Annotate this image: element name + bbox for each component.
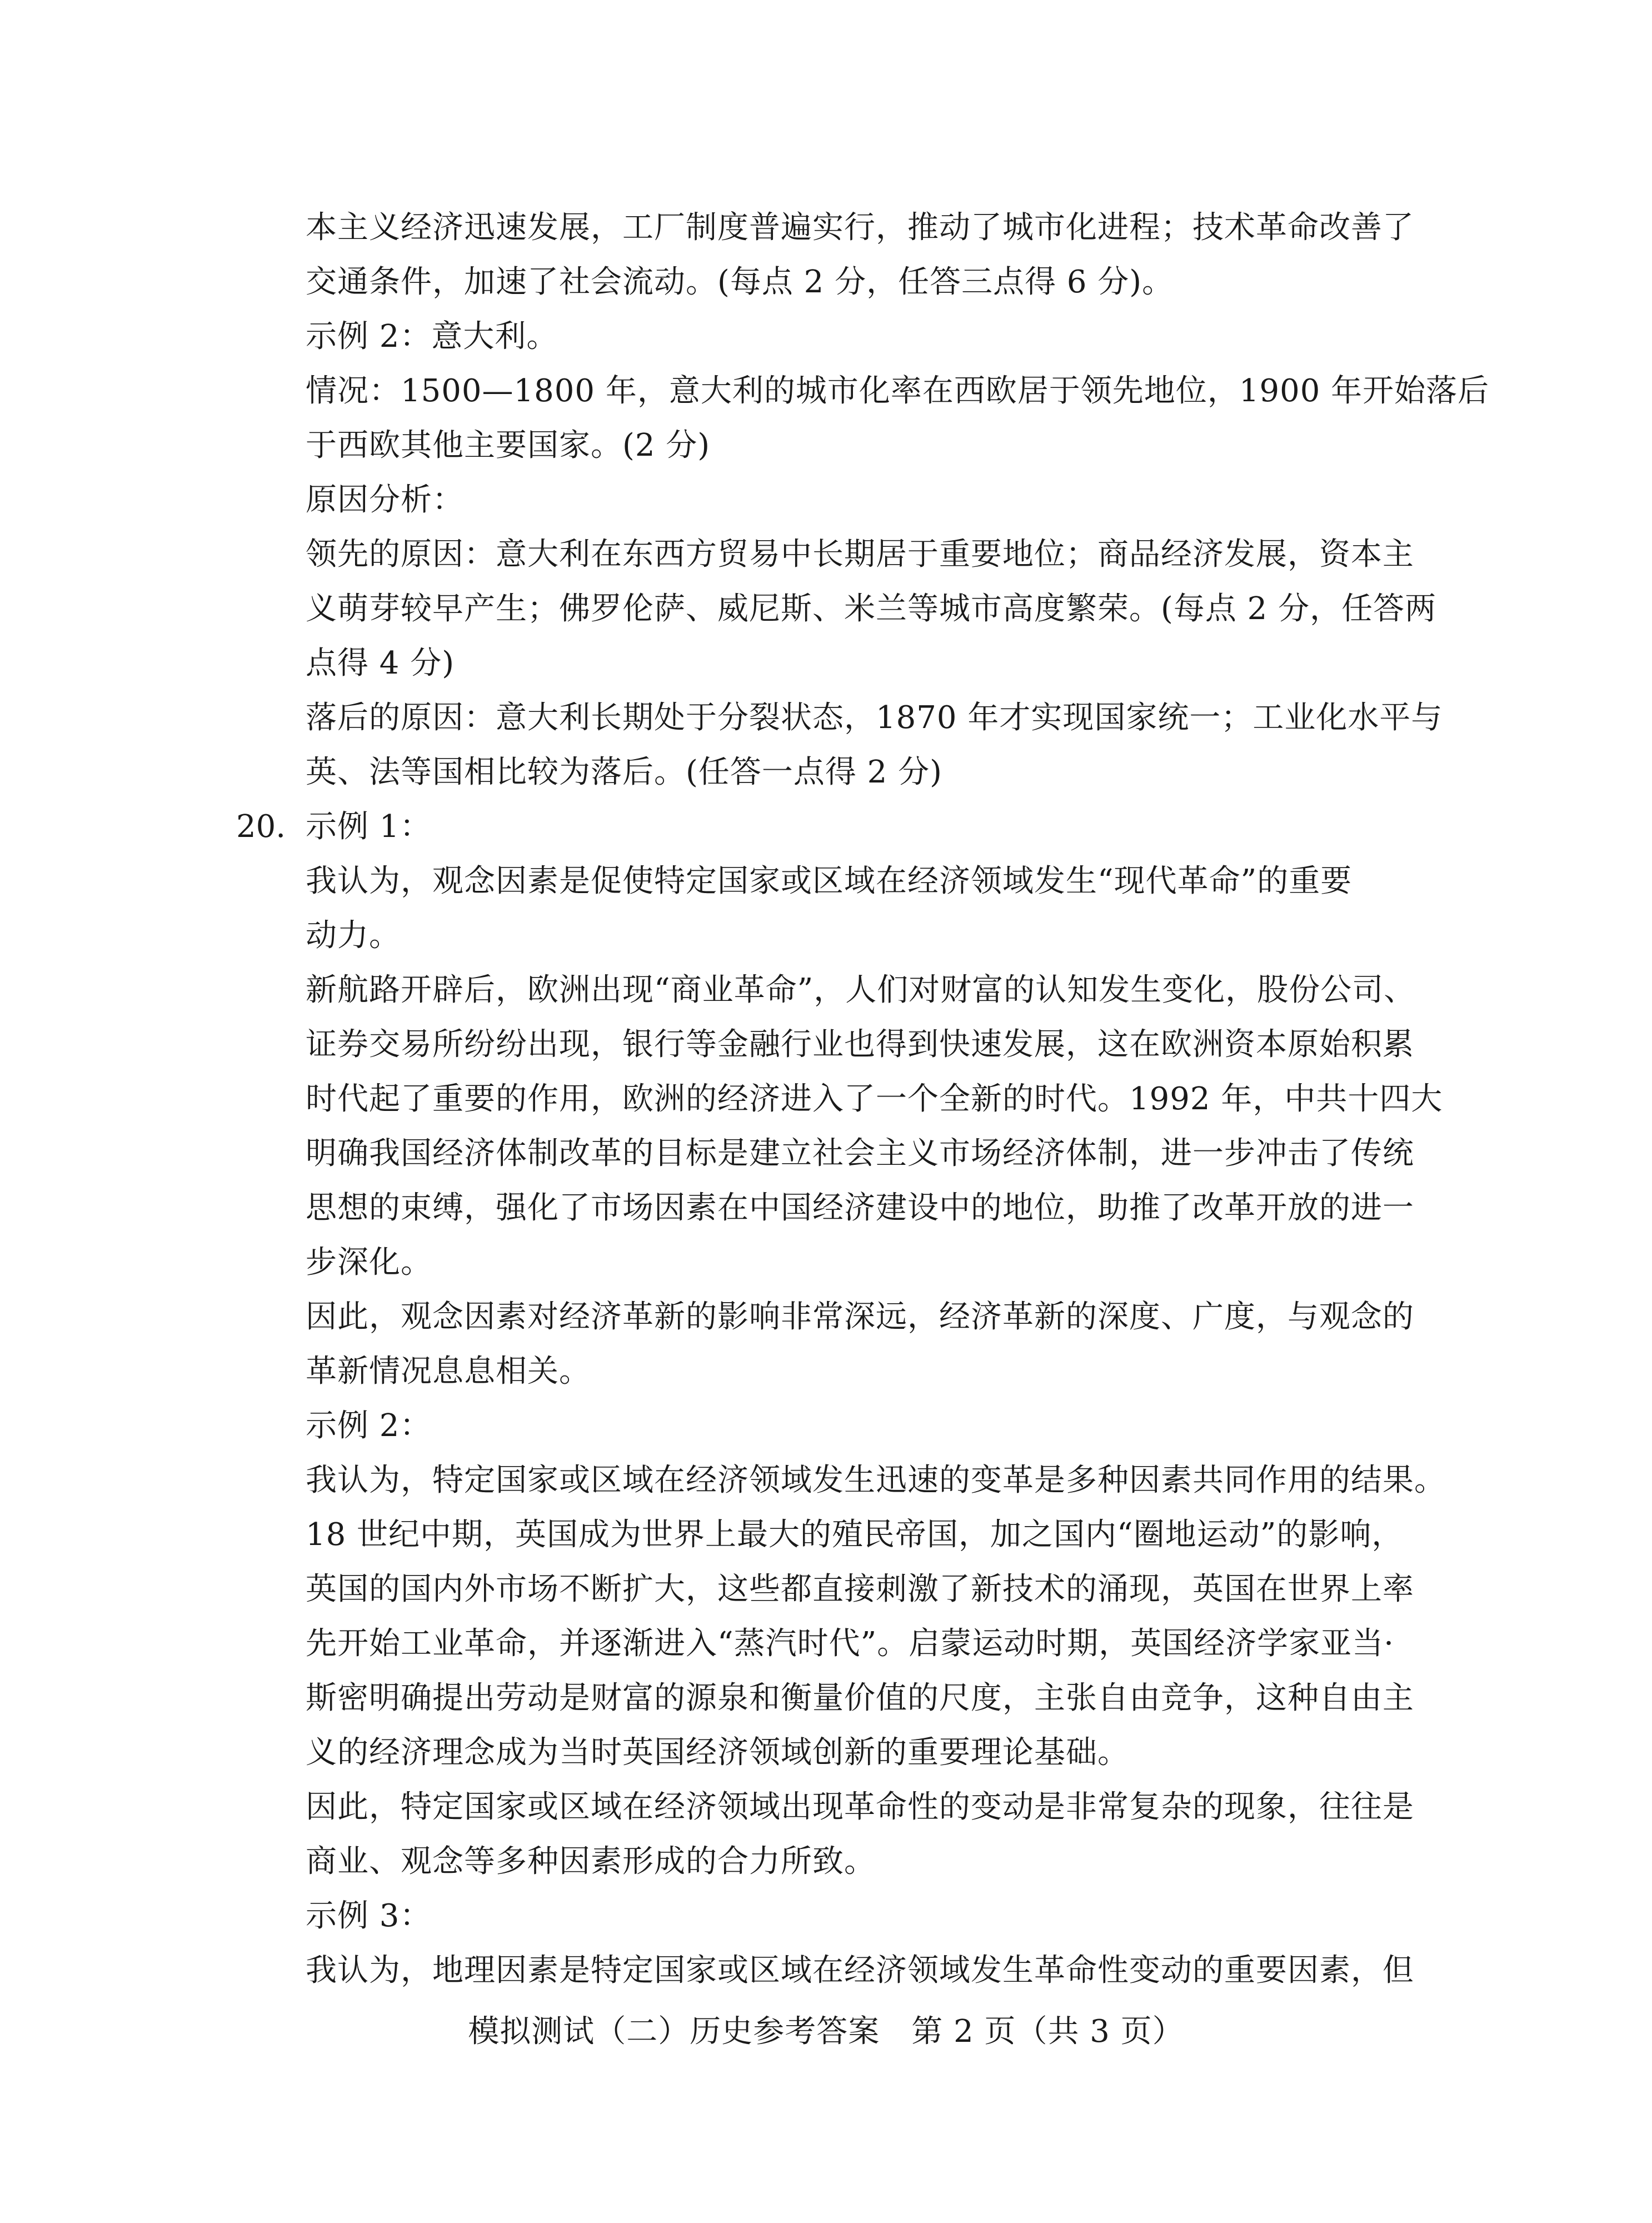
question-number: 20. bbox=[236, 809, 286, 845]
text-line: 义的经济理念成为当时英国经济领域创新的重要理论基础。 bbox=[306, 1734, 1129, 1771]
text-line: 商业、观念等多种因素形成的合力所致。 bbox=[306, 1843, 876, 1880]
text-line: 示例 3： bbox=[306, 1898, 432, 1934]
text-line: 义萌芽较早产生；佛罗伦萨、威尼斯、米兰等城市高度繁荣。(每点 2 分，任答两 bbox=[306, 591, 1437, 627]
text-line: 时代起了重要的作用，欧洲的经济进入了一个全新的时代。1992 年，中共十四大 bbox=[306, 1081, 1443, 1117]
page-footer: 模拟测试（二）历史参考答案 第 2 页（共 3 页） bbox=[468, 2013, 1184, 2050]
text-line: 示例 1： bbox=[306, 809, 432, 845]
text-line: 斯密明确提出劳动是财富的源泉和衡量价值的尺度，主张自由竞争，这种自由主 bbox=[306, 1680, 1414, 1716]
text-line: 本主义经济迅速发展，工厂制度普遍实行，推动了城市化进程；技术革命改善了 bbox=[306, 210, 1414, 246]
text-line: 新航路开辟后，欧洲出现“商业革命”，人们对财富的认知发生变化，股份公司、 bbox=[306, 972, 1416, 1008]
text-line: 步深化。 bbox=[306, 1244, 432, 1280]
text-line: 动力。 bbox=[306, 918, 401, 954]
text-line: 领先的原因：意大利在东西方贸易中长期居于重要地位；商品经济发展，资本主 bbox=[306, 536, 1414, 572]
text-line: 落后的原因：意大利长期处于分裂状态，1870 年才实现国家统一；工业化水平与 bbox=[306, 700, 1443, 736]
text-line: 原因分析： bbox=[306, 482, 464, 518]
text-line: 我认为，观念因素是促使特定国家或区域在经济领域发生“现代革命”的重要 bbox=[306, 863, 1352, 899]
text-line: 证券交易所纷纷出现，银行等金融行业也得到快速发展，这在欧洲资本原始积累 bbox=[306, 1026, 1414, 1063]
text-line: 交通条件，加速了社会流动。(每点 2 分，任答三点得 6 分)。 bbox=[306, 264, 1174, 300]
text-line: 18 世纪中期，英国成为世界上最大的殖民帝国，加之国内“圈地运动”的影响， bbox=[306, 1517, 1404, 1553]
text-line: 示例 2： bbox=[306, 1408, 432, 1444]
text-line: 示例 2：意大利。 bbox=[306, 318, 558, 355]
text-line: 我认为，特定国家或区域在经济领域发生迅速的变革是多种因素共同作用的结果。 bbox=[306, 1462, 1446, 1498]
text-line: 思想的束缚，强化了市场因素在中国经济建设中的地位，助推了改革开放的进一 bbox=[306, 1190, 1414, 1226]
text-line: 我认为，地理因素是特定国家或区域在经济领域发生革命性变动的重要因素，但 bbox=[306, 1952, 1414, 1988]
text-line: 英、法等国相比较为落后。(任答一点得 2 分) bbox=[306, 754, 942, 790]
text-line: 点得 4 分) bbox=[306, 645, 455, 681]
text-line: 因此，特定国家或区域在经济领域出现革命性的变动是非常复杂的现象，往往是 bbox=[306, 1789, 1414, 1825]
text-line: 于西欧其他主要国家。(2 分) bbox=[306, 427, 711, 463]
text-line: 明确我国经济体制改革的目标是建立社会主义市场经济体制，进一步冲击了传统 bbox=[306, 1135, 1414, 1172]
text-line: 英国的国内外市场不断扩大，这些都直接刺激了新技术的涌现，英国在世界上率 bbox=[306, 1571, 1414, 1607]
text-line: 因此，观念因素对经济革新的影响非常深远，经济革新的深度、广度，与观念的 bbox=[306, 1299, 1414, 1335]
text-line: 革新情况息息相关。 bbox=[306, 1353, 591, 1389]
text-line: 情况：1500—1800 年，意大利的城市化率在西欧居于领先地位，1900 年开始落后 bbox=[306, 373, 1490, 409]
text-line: 先开始工业革命，并逐渐进入“蒸汽时代”。启蒙运动时期，英国经济学家亚当· bbox=[306, 1626, 1395, 1662]
